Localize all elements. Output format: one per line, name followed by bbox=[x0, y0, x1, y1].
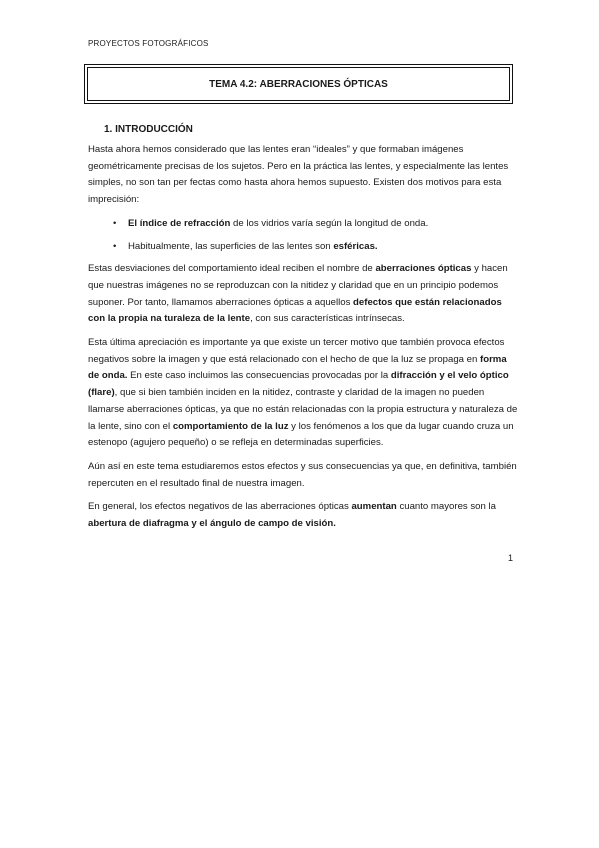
paragraph-effects bbox=[88, 459, 520, 492]
paragraph-text: Hasta ahora hemos considerado que las lentes eran “ideales” y que formaban imágenes geométricamente precisas de los sujetos. Pero en la práctica las lentes, y especialmente las lentes simples, no son tan per fectas como hasta ahora hemos supuesto. Existen dos motivos para esta imprecisión: bbox=[88, 144, 509, 206]
paragraph-text: En general, los efectos negativos de las aberraciones ópticas bbox=[88, 501, 352, 513]
emphasis: difracción y el velo óptico (flare) bbox=[88, 370, 509, 399]
emphasis: forma de onda. bbox=[88, 353, 507, 382]
bullet-emphasis: esféricas. bbox=[333, 240, 378, 252]
bullet-emphasis: El índice de refracción bbox=[128, 217, 231, 229]
paragraph-text: cuanto mayores son la bbox=[396, 501, 496, 513]
page-number: 1 bbox=[508, 553, 514, 563]
paragraph-text: y hacen que nuestras imágenes no se reproduzcan con la nitidez y claridad que en un principio podemos suponer. Por tanto, llamamos aberraciones ópticas a aquellos bbox=[88, 263, 508, 308]
bullet-item-refraction bbox=[88, 216, 520, 233]
document-title: TEMA 4.2: ABERRACIONES ÓPTICAS bbox=[87, 67, 510, 101]
emphasis: aberraciones ópticas bbox=[375, 263, 472, 275]
paragraph-text: , con sus características intrínsecas. bbox=[250, 313, 405, 325]
paragraph-text: Estas desviaciones del comportamiento ideal reciben el nombre de bbox=[88, 263, 376, 275]
paragraph-text: Aún así en este tema estudiaremos estos efectos y sus consecuencias ya que, en definitiva, también repercuten en el resultado final de nuestra imagen. bbox=[88, 460, 517, 489]
bullet-item-spherical bbox=[88, 239, 520, 256]
emphasis: comportamiento de la luz bbox=[172, 420, 289, 432]
paragraph-text: Esta última apreciación es importante ya que existe un tercer motivo que también provoca efectos negativos sobre la imagen y que está relacionado con el hecho de que la luz se propaga en bbox=[88, 337, 505, 365]
title-box bbox=[84, 64, 513, 104]
body-text bbox=[88, 142, 520, 540]
paragraph-wave bbox=[88, 335, 520, 452]
emphasis: defectos que están relacionados con la propia na turaleza de la lente bbox=[88, 296, 502, 325]
bullet-text: de los vidrios varía según la longitud de onda. bbox=[230, 217, 429, 229]
bullet-text: Habitualmente, las superficies de las lentes son bbox=[128, 240, 334, 252]
section-heading: 1. INTRODUCCIÓN bbox=[104, 124, 193, 135]
running-header: PROYECTOS FOTOGRÁFICOS bbox=[88, 39, 209, 48]
paragraph-text: , que si bien también inciden en la nitidez, contraste y claridad de la imagen no pueden llamarse aberraciones ópticas, ya que no están relacionadas con la propia estructura y naturaleza de la lente, sino con el bbox=[88, 387, 518, 432]
bullet-list bbox=[88, 216, 520, 255]
paragraph-text: y los fenómenos a los que da lugar cuando cruza un estenopo (agujero pequeño) o se refleja en determinadas superficies. bbox=[88, 420, 514, 449]
paragraph-text: En este caso incluimos las consecuencias provocadas por la bbox=[127, 370, 391, 382]
emphasis: abertura de diafragma y el ángulo de campo de visión. bbox=[88, 518, 336, 530]
emphasis: aumentan bbox=[351, 501, 397, 513]
paragraph-general bbox=[88, 499, 520, 532]
paragraph-intro bbox=[88, 142, 520, 209]
paragraph-deviations bbox=[88, 261, 520, 328]
